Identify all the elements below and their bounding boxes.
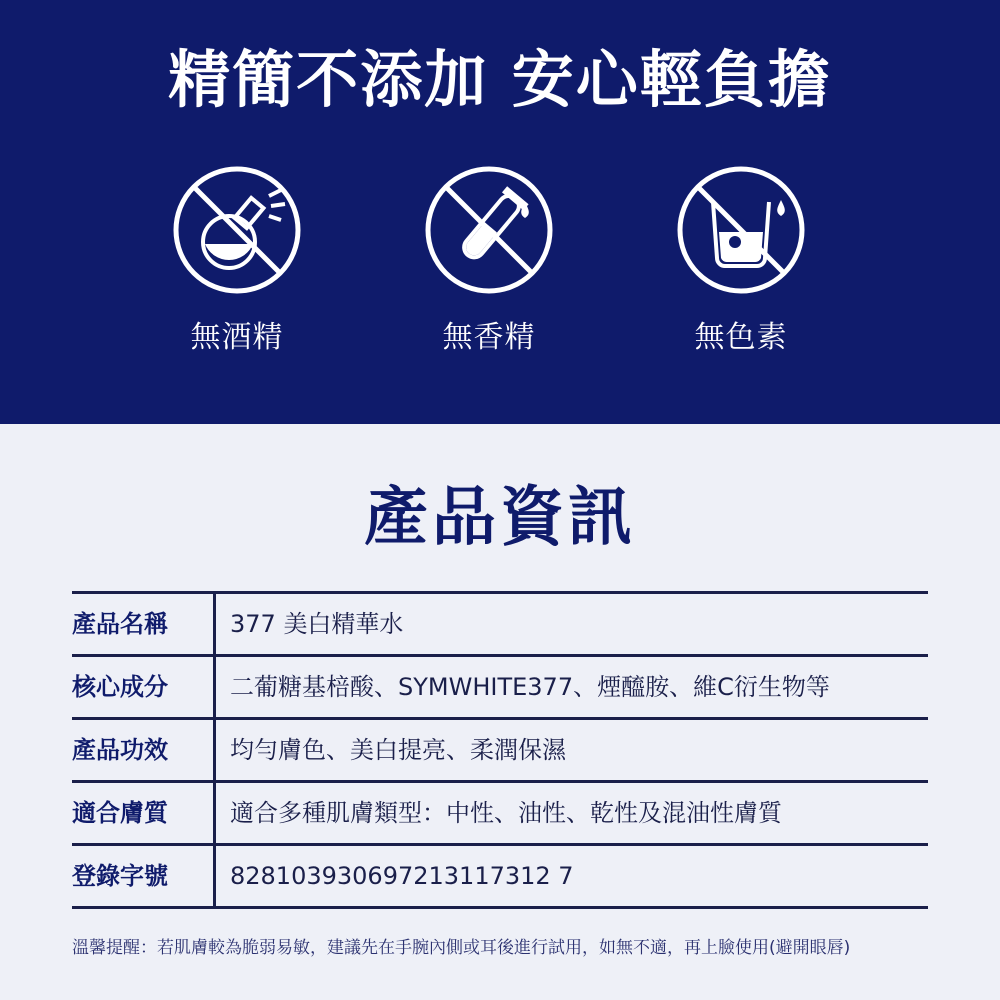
row-value: 377 美白精華水	[230, 610, 404, 638]
no-fragrance-icon	[421, 162, 557, 298]
row-label: 核心成分	[72, 657, 216, 717]
feature-label: 無酒精	[190, 320, 284, 355]
feature-no-alcohol	[167, 162, 307, 362]
headline: 精簡不添加 安心輕負擔	[168, 43, 832, 116]
row-label: 適合膚質	[72, 783, 216, 843]
table-row	[72, 783, 928, 846]
row-value: 二葡糖基棓酸、SYMWHITE377、煙醯胺、維C衍生物等	[230, 673, 830, 701]
feature-no-colorant	[671, 162, 811, 362]
row-label: 產品名稱	[72, 594, 216, 654]
row-value: 828103930697213117312 7	[230, 862, 574, 890]
table-row	[72, 657, 928, 720]
no-alcohol-icon	[169, 162, 305, 298]
row-label: 登錄字號	[72, 846, 216, 906]
no-colorant-icon	[673, 162, 809, 298]
table-row	[72, 720, 928, 783]
feature-label: 無香精	[442, 320, 536, 355]
feature-no-fragrance	[419, 162, 559, 362]
product-info-table	[72, 591, 928, 909]
row-label: 產品功效	[72, 720, 216, 780]
table-row	[72, 594, 928, 657]
section-title: 產品資訊	[364, 481, 636, 555]
hero-banner	[0, 0, 1000, 424]
table-row	[72, 846, 928, 909]
row-value: 均勻膚色、美白提亮、柔潤保濕	[230, 736, 566, 764]
feature-label: 無色素	[694, 320, 788, 355]
usage-note: 溫馨提醒：若肌膚較為脆弱易敏，建議先在手腕內側或耳後進行試用，如無不適，再上臉使用(避開眼唇)	[72, 938, 851, 958]
row-value: 適合多種肌膚類型：中性、油性、乾性及混油性膚質	[230, 799, 782, 827]
